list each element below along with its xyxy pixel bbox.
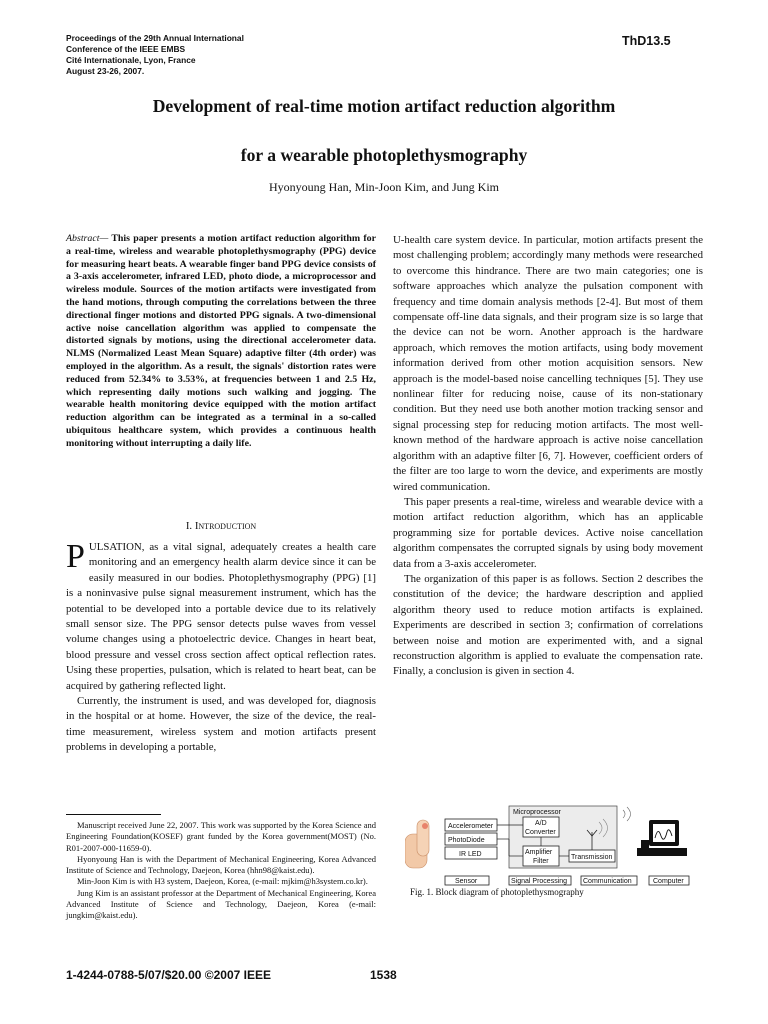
- footnote-rule: [66, 814, 161, 815]
- right-paragraph-2: This paper presents a real-time, wireless and wearable device with a motion artifact reduction algorithm, which has an applicable programming size for portable devices. Active noise cancellation algorithm compensates the corrupted signals by using body movement data from a 3-axis accelerometer.: [393, 495, 703, 570]
- ad-converter-label: A/D: [535, 820, 547, 827]
- footnote: Min-Joon Kim is with H3 system, Daejeon, Korea, (e-mail: mjkim@h3system.co.kr).: [77, 876, 368, 887]
- header-line: Proceedings of the 29th Annual International: [66, 33, 244, 43]
- footnotes: [66, 820, 376, 922]
- footnote: Jung Kim is an assistant professor at the Department of Mechanical Engineering, Korea Advanced Institute of Science and Technology, Daejeon, Korea (e-mail: jungkim@kaist.edu).: [66, 887, 376, 921]
- right-column-body: [393, 233, 703, 680]
- photodiode-label: PhotoDiode: [448, 837, 485, 844]
- intro-paragraph-2: Currently, the instrument is used, and was developed for, diagnosis in the hospital or at home. However, the size of the device, the real-time measurement, wireless system and motion artifacts present problems in developing a portable,: [66, 695, 376, 754]
- paper-title-line-2: for a wearable photoplethysmography: [240, 145, 528, 165]
- transmission-label: Transmission: [571, 854, 613, 861]
- footnote: Manuscript received June 22, 2007. This work was supported by the Korea Science and Engineering Foundation(KOSEF) grant funded by the Korea government(MOST) (No. R01-2007-000-11659-0).: [66, 820, 376, 853]
- section-heading: [66, 520, 376, 532]
- accelerometer-label: Accelerometer: [448, 823, 494, 830]
- header-line: August 23-26, 2007.: [66, 66, 145, 76]
- abstract-label: Abstract—: [66, 233, 109, 244]
- computer-icon: [637, 820, 687, 856]
- block-diagram-figure: [405, 800, 700, 888]
- stage-label: Computer: [653, 878, 684, 885]
- footnote: Hyonyoung Han is with the Department of Mechanical Engineering, Korea Advanced Institute of Science and Technology, Daejeon, Korea (hhn98@kaist.edu).: [66, 853, 376, 876]
- abstract: [66, 233, 376, 451]
- stage-label: Signal Processing: [511, 878, 568, 885]
- section-title: Introduction: [194, 520, 257, 532]
- drop-cap: P: [66, 538, 85, 575]
- section-number: I.: [185, 520, 193, 532]
- intro-paragraph-1: , as a vital signal, adequately creates a health care monitoring and an emergency health alarm device since it can be easily measured in our bodies. Photoplethysmography (PPG) [1] is a noninvasive pulse signal measurement instrument, which has the potential to be developed into a portable device due to its relatively small sensor size. The PPG sensor detects pulse waves from vessel volume changes using a photoelectric device. Changes in heart beat, blood pressure and vessel cross section affect optical reflection rates. Using these properties, pulsation, which is related to heart beat, can be acquired by gathering reflected light.: [66, 541, 376, 692]
- right-paragraph-1: U-health care system device. In particular, motion artifacts present the most challenging problem; accordingly many methods were researched to overcome this hindrance. There are two main categories; one is software approaches which analyze the pulsation component with frequency and time domain analysis methods [2-4]. But most of them compensate off-line data signals, and their program size is so large that the device can not be worn. Another approach is the hardware approach, which removes the motion artifacts, using body movement information derived from other motion acquisition sensors. New approach is the model-based noise cancelling techniques [5]. They use nonlinear filter for reducing noise, cause of its non-stationary condition. But they need use both another motion tracking sensor and signal processing step for reducing motion artifacts. The most well-known method of the hardware approach is active noise cancellation algorithm with an adaptive filter [6, 7]. However, coefficient orders of the filter are too large to worn the device, and experiments are mostly wired communication.: [393, 234, 703, 493]
- stage-label: Sensor: [455, 878, 478, 885]
- finger-illustration: [405, 820, 429, 868]
- header-line: Cité Internationale, Lyon, France: [66, 55, 196, 65]
- page-number: 1538: [370, 968, 397, 982]
- header-line: Conference of the IEEE EMBS: [66, 44, 186, 54]
- wireless-icon: [623, 807, 631, 821]
- paper-title-line-1: Development of real-time motion artifact reduction algorithm: [152, 96, 616, 116]
- amplifier-label: Amplifier: [525, 849, 553, 856]
- filter-label: Filter: [533, 858, 549, 865]
- introduction-body: [66, 540, 376, 756]
- abstract-text: This paper presents a motion artifact reduction algorithm for a real-time, wireless and wearable photoplethysmography (PPG) device for measuring heart beats. A wearable finger band PPG device consists of a 3-axis accelerometer, infrared LED, photo diode, a microprocessor and wireless module. Sources of the motion artifacts were investigated from the hand motions, through computing the correlations between the three directional finger motions and distorted PPG signals. A two-dimensional active noise cancellation algorithm was applied to compensate the distorted signals by motions, using the directional accelerometer data. NLMS (Normalized Least Mean Square) adaptive filter (4th order) was employed in the algorithm. As a result, the signals' distortion rates were reduced from 52.34% to 3.53%, at frequencies between 1 and 2.5 Hz, which representing daily motions such walking and jogging. The wearable health monitoring device equipped with the motion artifact reduction algorithm can be integrated as a terminal in a so-called ubiquitous healthcare system, which provides a continuous health monitoring without interrupting a daily life.: [66, 233, 376, 449]
- ir-led-label: IR LED: [459, 851, 482, 858]
- microprocessor-label: Microprocessor: [513, 809, 561, 816]
- figure-caption: Fig. 1. Block diagram of photoplethysmography: [410, 887, 584, 897]
- stage-label: Communication: [583, 878, 632, 885]
- intro-first-word: ULSATION: [88, 541, 142, 553]
- session-code: ThD13.5: [622, 34, 671, 48]
- conference-header: [66, 33, 326, 77]
- ad-converter-label-2: Converter: [525, 829, 556, 836]
- copyright-line: 1-4244-0788-5/07/$20.00 ©2007 IEEE: [66, 968, 271, 982]
- right-paragraph-3: The organization of this paper is as follows. Section 2 describes the constitution of the device; the hardware description and applied algorithm theory used to reduce motion artifacts is explained. Experiments are described in section 3; confirmation of correlations between noise and motion are experimented with, and a signal reconstruction algorithm is applied to evaluate the compensation rate. Finally, a conclusion is given in section 4.: [393, 572, 703, 678]
- author-list: Hyonyoung Han, Min-Joon Kim, and Jung Kim: [269, 180, 499, 194]
